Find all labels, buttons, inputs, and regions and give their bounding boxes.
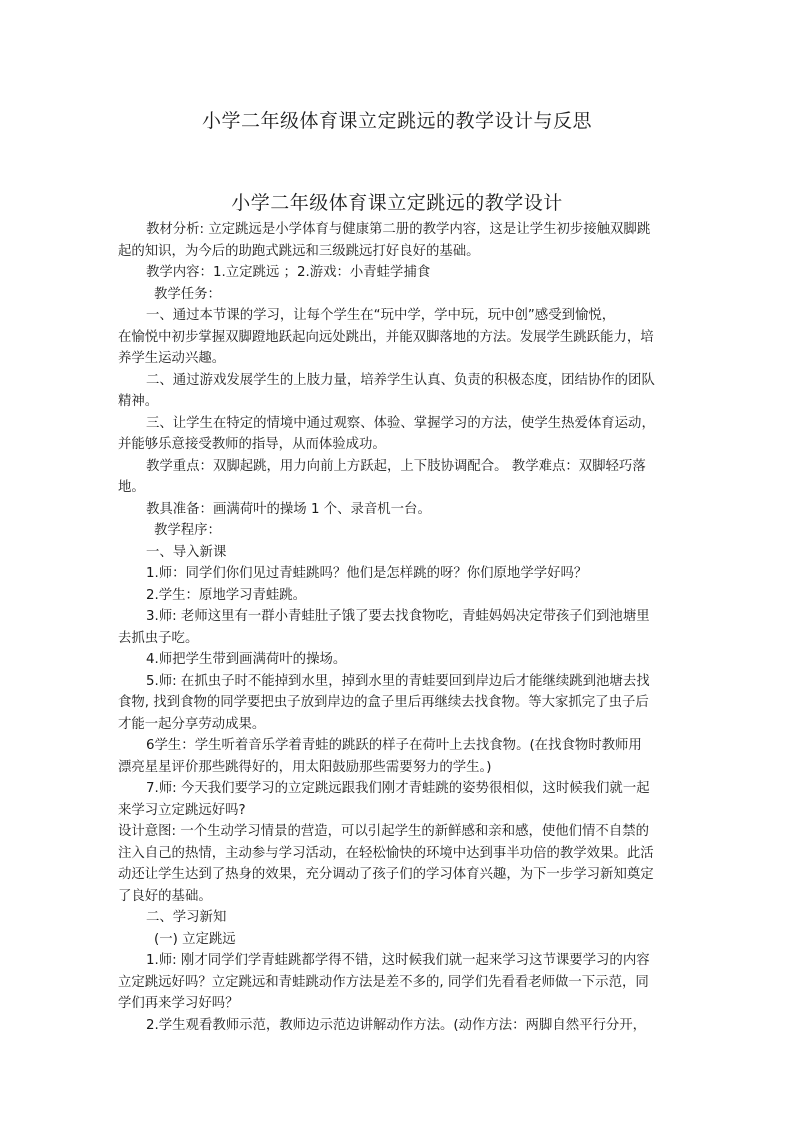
document-title: 小学二年级体育课立定跳远的教学设计与反思 (201, 110, 592, 132)
body-line: 教学重点：双脚起跳，用力向前上方跃起，上下肢协调配合。 教学难点：双脚轻巧落 (146, 458, 646, 474)
body-line: 3.师: 老师这里有一群小青蛙肚子饿了要去找食物吃，青蛙妈妈决定带孩子们到池塘里 (146, 609, 650, 624)
body-line: 去抓虫子吃。 (118, 630, 199, 646)
body-line: 1.师：同学们你们见过青蛙跳吗？他们是怎样跳的呀？你们原地学学好吗？ (146, 566, 588, 581)
body-line: 6学生：学生听着音乐学着青蛙的跳跃的样子在荷叶上去找食物。(在找食物时教师用 (146, 738, 642, 753)
body-line: 教具准备：画满荷叶的操场 1 个、录音机一台。 (146, 501, 431, 517)
document-subtitle: 小学二年级体育课立定跳远的教学设计 (231, 192, 563, 214)
body-line: 精神。 (118, 394, 159, 409)
body-line: 漂亮星星评价那些跳得好的，用太阳鼓励那些需要努力的学生。) (118, 759, 492, 775)
body-line: 学们再来学习好吗？ (118, 996, 239, 1011)
body-line: 二、通过游戏发展学生的上肢力量，培养学生认真、负责的积极态度，团结协作的团队 (146, 372, 655, 388)
body-line: 2.学生：原地学习青蛙跳。 (146, 587, 307, 603)
body-line: 教材分析: 立定跳远是小学体育与健康第二册的教学内容，这是让学生初步接触双脚跳 (146, 222, 651, 237)
body-line: 来学习立定跳远好吗? (118, 802, 246, 818)
body-line: 设计意图: 一个生动学习情景的营造，可以引起学生的新鲜感和亲和感，使他们情不自禁的 (118, 824, 649, 839)
body-line: 三、让学生在特定的情境中通过观察、体验、掌握学习的方法，使学生热爱体育运动， (146, 415, 655, 431)
body-line: 教学程序： (154, 523, 221, 538)
body-line: 1.师: 刚才同学们学青蛙跳都学得不错，这时候我们就一起来学习这节课要学习的内容 (146, 953, 650, 968)
body-line: 地。 (118, 480, 145, 495)
body-line: 教学内容：1.立定跳远 ；2.游戏：小青蛙学捕食 (146, 265, 431, 280)
body-line: (一) 立定跳远 (154, 931, 236, 947)
body-line: 二、学习新知 (146, 910, 227, 925)
document-body (118, 219, 678, 1036)
body-line: 起的知识，为今后的助跑式跳远和三级跳远打好良好的基础。 (118, 243, 480, 259)
body-line: 5.师: 在抓虫子时不能掉到水里，掉到水里的青蛙要回到岸边后才能继续跳到池塘去找 (146, 673, 650, 689)
body-line: 养学生运动兴趣。 (118, 351, 226, 366)
body-line: 在愉悦中初步掌握双脚蹬地跃起向远处跳出，并能双脚落地的方法。发展学生跳跃能力，培 (118, 329, 654, 345)
body-line: 了良好的基础。 (118, 888, 212, 904)
body-line: 注入自己的热情，主动参与学习活动，在轻松愉快的环境中达到事半功倍的教学效果。此活 (118, 845, 654, 861)
body-line: 食物, 找到食物的同学要把虫子放到岸边的盒子里后再继续去找食物。等大家抓完了虫子后 (118, 695, 649, 710)
body-line: 并能够乐意接受教师的指导，从而体验成功。 (118, 437, 386, 452)
body-line: 教学任务： (154, 286, 221, 302)
body-line: 立定跳远好吗？立定跳远和青蛙跳动作方法是差不多的, 同学们先看看老师做一下示范，同 (118, 974, 649, 990)
body-line: 一、导入新课 (146, 544, 227, 560)
body-line: 动还让学生达到了热身的效果，充分调动了孩子们的学习体育兴趣，为下一步学习新知奠定 (118, 867, 654, 882)
body-line: 7.师: 今天我们要学习的立定跳远跟我们刚才青蛙跳的姿势很相似，这时候我们就一起 (146, 781, 650, 796)
body-line: 一、通过本节课的学习，让每个学生在“玩中学，学中玩，玩中创”感受到愉悦， (146, 308, 616, 323)
body-line: 4.师把学生带到画满荷叶的操场。 (146, 652, 347, 667)
body-line: 2.学生观看教师示范，教师边示范边讲解动作方法。(动作方法：两脚自然平行分开， (146, 1017, 647, 1033)
body-line: 才能一起分享劳动成果。 (118, 716, 266, 732)
